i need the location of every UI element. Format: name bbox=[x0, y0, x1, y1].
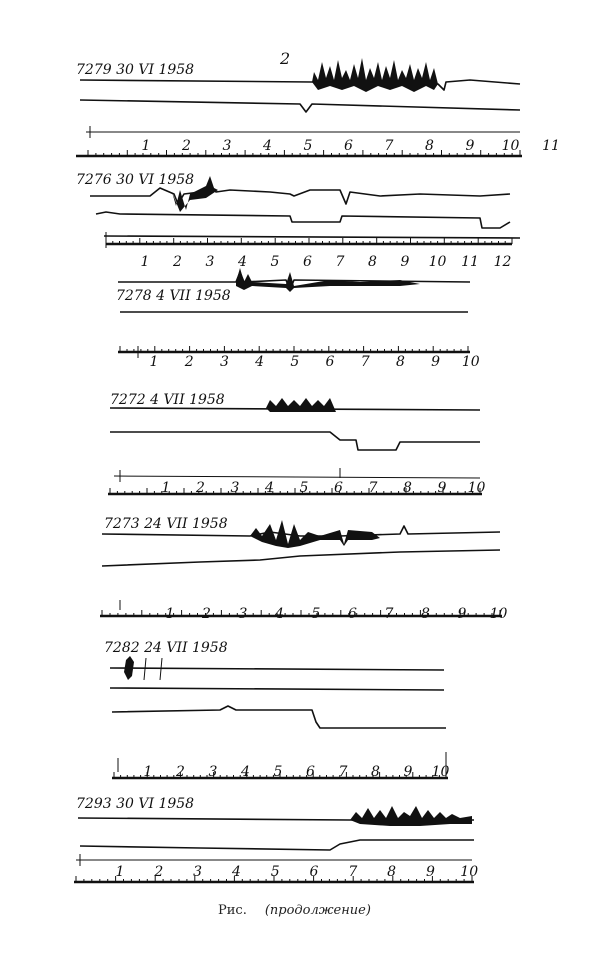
record-label bbox=[76, 172, 194, 188]
axis-label: 7 bbox=[348, 864, 358, 880]
axis-label: 7 bbox=[335, 254, 345, 270]
caption-note: (продолжение) bbox=[264, 903, 371, 918]
record-7276 bbox=[76, 172, 520, 270]
axis-label: 7 bbox=[384, 138, 394, 154]
axis-label: 10 bbox=[501, 138, 520, 154]
axis-label: 5 bbox=[270, 254, 280, 270]
record-7293 bbox=[74, 796, 478, 882]
record-date: 24 VII 1958 bbox=[144, 640, 228, 656]
axis-label: 6 bbox=[303, 254, 312, 270]
trace-lower bbox=[80, 840, 474, 850]
record-date: 24 VII 1958 bbox=[144, 516, 228, 532]
axis-label: 9 bbox=[431, 354, 441, 370]
trace-upper bbox=[110, 668, 444, 670]
axis-label: 2 bbox=[184, 354, 194, 370]
axis-label: 11 bbox=[542, 138, 560, 154]
axis-ticks bbox=[106, 238, 512, 244]
record-id: 7282 bbox=[104, 640, 140, 656]
record-date: 4 VII 1958 bbox=[156, 288, 231, 304]
axis-label: 7 bbox=[384, 606, 394, 622]
trace-burst bbox=[250, 520, 380, 548]
axis-label: 4 bbox=[238, 254, 247, 270]
record-7273 bbox=[100, 516, 507, 622]
record-7272 bbox=[108, 392, 485, 496]
figure-caption bbox=[218, 903, 371, 918]
trace-upper bbox=[80, 80, 520, 90]
axis-label: 2 bbox=[176, 764, 185, 780]
axis-label: 8 bbox=[387, 864, 397, 880]
trace-spike bbox=[124, 656, 134, 680]
record-date: 4 VII 1958 bbox=[150, 392, 225, 408]
record-7279 bbox=[76, 58, 560, 156]
axis-label: 3 bbox=[230, 480, 240, 496]
axis-label: 4 bbox=[231, 864, 241, 880]
record-label bbox=[110, 392, 225, 408]
axis-label: 5 bbox=[303, 138, 313, 154]
axis-label: 2 bbox=[154, 864, 164, 880]
axis-label: 2 bbox=[202, 606, 211, 622]
panel-number: 2 bbox=[280, 49, 291, 68]
axis-label: 1 bbox=[165, 606, 175, 622]
axis-label: 1 bbox=[141, 138, 151, 154]
axis-label: 12 bbox=[493, 254, 512, 270]
marker-line bbox=[114, 476, 480, 478]
axis-label: 4 bbox=[275, 606, 284, 622]
axis-label: 9 bbox=[425, 864, 435, 880]
axis-label: 6 bbox=[309, 864, 319, 880]
axis-label: 3 bbox=[219, 354, 229, 370]
axis-label: 5 bbox=[270, 864, 280, 880]
axis-label: 8 bbox=[371, 764, 380, 780]
trace-middle bbox=[110, 688, 444, 690]
record-7278 bbox=[116, 268, 480, 370]
axis-label: 1 bbox=[140, 254, 150, 270]
axis-labels bbox=[166, 606, 508, 622]
record-label bbox=[104, 640, 228, 656]
axis-label: 1 bbox=[143, 764, 153, 780]
axis-label: 6 bbox=[325, 354, 335, 370]
axis-label: 10 bbox=[431, 764, 450, 780]
record-date: 30 VI 1958 bbox=[116, 796, 195, 812]
record-id: 7279 bbox=[76, 62, 112, 78]
axis-label: 2 bbox=[182, 138, 191, 154]
trace-lower bbox=[110, 432, 480, 450]
record-label bbox=[116, 288, 231, 304]
axis-label: 5 bbox=[273, 764, 283, 780]
axis-label: 7 bbox=[360, 354, 370, 370]
axis-label: 2 bbox=[196, 480, 205, 496]
axis-label: 8 bbox=[395, 354, 405, 370]
axis-label: 6 bbox=[344, 138, 353, 154]
axis-labels bbox=[150, 354, 480, 370]
axis-label: 10 bbox=[460, 864, 479, 880]
record-label bbox=[104, 516, 228, 532]
record-date: 30 VI 1958 bbox=[116, 172, 195, 188]
axis-label: 3 bbox=[238, 606, 248, 622]
trace-lower bbox=[80, 100, 520, 112]
trace-burst bbox=[350, 806, 472, 826]
record-date: 30 VI 1958 bbox=[116, 62, 195, 78]
axis-label: 4 bbox=[265, 480, 274, 496]
axis-label: 3 bbox=[205, 254, 215, 270]
axis-label: 7 bbox=[368, 480, 378, 496]
axis-label: 11 bbox=[461, 254, 479, 270]
record-id: 7273 bbox=[104, 516, 140, 532]
axis-label: 4 bbox=[241, 764, 250, 780]
axis-labels bbox=[141, 254, 512, 270]
axis-label: 1 bbox=[149, 354, 159, 370]
axis-label: 1 bbox=[115, 864, 125, 880]
axis-label: 8 bbox=[425, 138, 434, 154]
axis-label: 4 bbox=[263, 138, 272, 154]
axis-label: 3 bbox=[193, 864, 203, 880]
axis-label: 9 bbox=[457, 606, 467, 622]
trace-lower bbox=[112, 706, 446, 728]
axis-label: 3 bbox=[208, 764, 218, 780]
axis-label: 5 bbox=[290, 354, 300, 370]
trace-base bbox=[104, 236, 520, 238]
record-id: 7276 bbox=[76, 172, 112, 188]
axis-label: 8 bbox=[403, 480, 412, 496]
axis-label: 1 bbox=[161, 480, 171, 496]
axis-label: 9 bbox=[465, 138, 475, 154]
axis-label: 9 bbox=[437, 480, 447, 496]
axis-label: 3 bbox=[222, 138, 232, 154]
axis-label: 6 bbox=[334, 480, 343, 496]
caption-prefix: Рис. bbox=[218, 903, 247, 918]
record-label bbox=[76, 62, 194, 78]
axis-label: 9 bbox=[400, 254, 410, 270]
axis-label: 8 bbox=[368, 254, 377, 270]
axis-label: 5 bbox=[311, 606, 321, 622]
axis-label: 8 bbox=[421, 606, 430, 622]
axis-labels bbox=[116, 864, 479, 880]
axis-label: 2 bbox=[173, 254, 182, 270]
record-label bbox=[76, 796, 194, 812]
trace-burst bbox=[266, 398, 336, 412]
axis-label: 6 bbox=[306, 764, 315, 780]
axis-label: 10 bbox=[428, 254, 447, 270]
trace-burst bbox=[312, 58, 438, 92]
record-7282 bbox=[104, 640, 449, 780]
trace-lower bbox=[96, 212, 510, 228]
record-id: 7278 bbox=[116, 288, 152, 304]
record-id: 7293 bbox=[76, 796, 112, 812]
axis-label: 7 bbox=[338, 764, 348, 780]
axis-label: 4 bbox=[255, 354, 265, 370]
axis-label: 10 bbox=[489, 606, 508, 622]
axis-label: 5 bbox=[299, 480, 309, 496]
axis-label: 10 bbox=[467, 480, 486, 496]
axis-label: 10 bbox=[461, 354, 480, 370]
axis-labels bbox=[142, 138, 560, 154]
axis-label: 9 bbox=[403, 764, 413, 780]
trace-lower bbox=[102, 550, 500, 566]
axis-label: 6 bbox=[348, 606, 357, 622]
record-id: 7272 bbox=[110, 392, 146, 408]
